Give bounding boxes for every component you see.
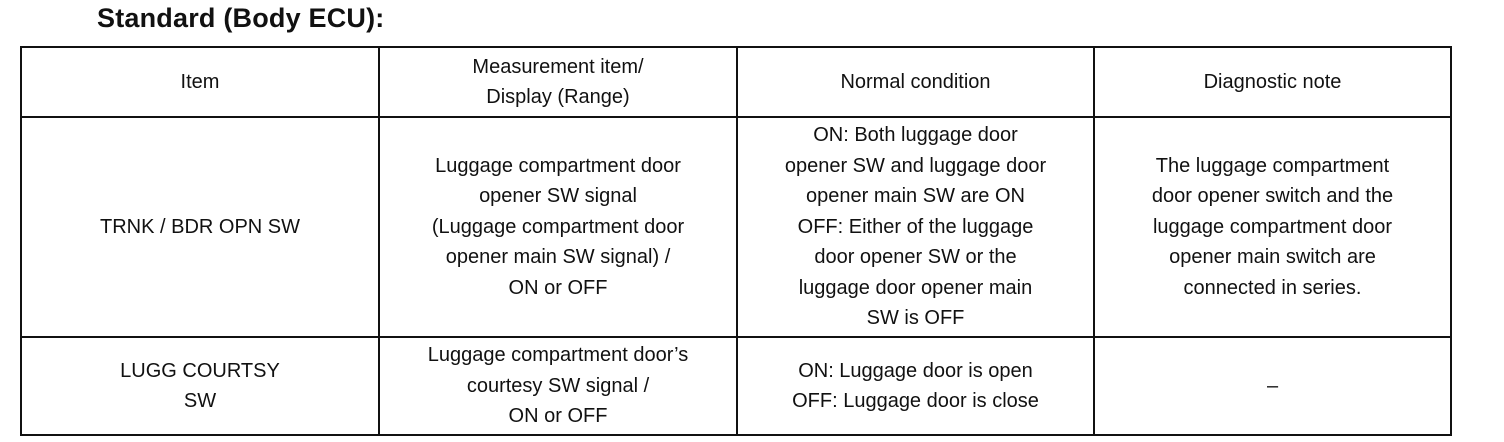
page-title: Standard (Body ECU): [97,3,385,33]
header-item: Item [21,47,379,117]
cell-normal-condition: ON: Both luggage door opener SW and luggage door opener main SW are ON OFF: Either of the luggage door opener SW or the luggage door opener main SW is OFF [737,117,1094,337]
cell-measurement-item: Luggage compartment door’s courtesy SW signal / ON or OFF [379,337,737,435]
header-diagnostic-note: Diagnostic note [1094,47,1451,117]
cell-measurement-item: Luggage compartment door opener SW signal (Luggage compartment door opener main SW signal) / ON or OFF [379,117,737,337]
header-measurement-item: Measurement item/ Display (Range) [379,47,737,117]
table-row [21,337,1451,435]
table-header-row [21,47,1451,117]
table-row [21,117,1451,337]
cell-item: LUGG COURTSY SW [21,337,379,435]
cell-diagnostic-note: The luggage compartment door opener switch and the luggage compartment door opener main switch are connected in series. [1094,117,1451,337]
cell-normal-condition: ON: Luggage door is open OFF: Luggage door is close [737,337,1094,435]
data-list-table [20,46,1452,436]
header-normal-condition: Normal condition [737,47,1094,117]
cell-item: TRNK / BDR OPN SW [21,117,379,337]
cell-diagnostic-note: – [1094,337,1451,435]
